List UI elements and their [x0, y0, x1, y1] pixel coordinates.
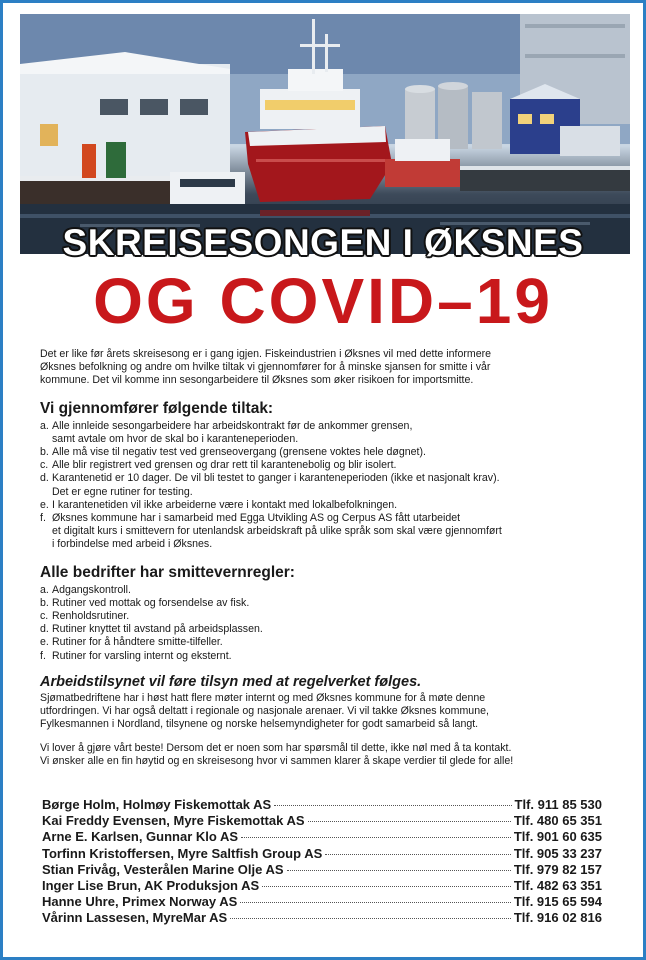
list-marker: d. — [40, 472, 49, 485]
list-marker: a. — [40, 583, 49, 596]
list-item — [40, 499, 620, 512]
list-marker: e. — [40, 498, 49, 511]
list-item-text: i forbindelse med arbeid i Øksnes. — [52, 538, 213, 551]
list-item — [40, 610, 620, 623]
harbor-photo — [20, 14, 630, 254]
measures-heading: Vi gjennomfører følgende tiltak: — [40, 399, 274, 417]
list-item-text: Rutiner knyttet til avstand på arbeidsplassen. — [52, 623, 263, 636]
contact-row — [42, 846, 602, 862]
list-item-text: Rutiner for å håndtere smitte-tilfeller. — [52, 636, 223, 649]
contact-list — [42, 797, 602, 927]
list-item-text: Alle må vise til negativ test ved grenseovergang (grensene voktes hele døgnet). — [52, 446, 426, 459]
rules-heading: Alle bedrifter har smittevernregler: — [40, 563, 295, 581]
intro-line: Det er like før årets skreisesong er i gang igjen. Fiskeindustrien i Øksnes vil med dette informere — [40, 348, 492, 360]
paragraph-line: Vi ønsker alle en fin høytid og en skreisesong hvor vi sammen klarer å skape verdier til glede for alle! — [40, 754, 514, 767]
list-item — [40, 584, 620, 597]
list-marker: d. — [40, 623, 49, 636]
list-item — [40, 597, 620, 610]
list-item — [40, 472, 620, 498]
dot-leader — [274, 805, 511, 806]
contact-name: Arne E. Karlsen, Gunnar Klo AS — [42, 829, 239, 845]
list-item-text: et digitalt kurs i smittevern for utenlandsk arbeidskraft på ulike språk som skal være gjennomført — [52, 525, 502, 538]
contact-row — [42, 878, 602, 894]
contact-phone[interactable]: Tlf. 916 02 816 — [513, 910, 602, 926]
contact-name: Torfinn Kristoffersen, Myre Saltfish Group AS — [42, 845, 323, 861]
list-marker: b. — [40, 596, 49, 609]
measures-list — [40, 420, 620, 552]
list-item-text: Renholdsrutiner. — [52, 610, 130, 623]
list-item-text: I karantenetiden vil ikke arbeiderne være i kontakt med lokalbefolkningen. — [52, 498, 398, 511]
dot-leader — [308, 821, 511, 822]
dot-leader — [230, 918, 511, 919]
list-item — [40, 636, 620, 649]
contact-phone[interactable]: Tlf. 901 60 635 — [513, 829, 602, 845]
contact-phone[interactable]: Tlf. 915 65 594 — [513, 894, 602, 910]
intro-line: Øksnes befolkning og andre om hvilke tiltak vi gjennomfører for å minske sjansen for smitte i vår — [40, 361, 491, 374]
contact-row — [42, 894, 602, 910]
paragraph-line: utfordringen. Vi har også deltatt i regionale og nasjonale arenaer. Vi vil takke Øksnes kommune, — [40, 705, 489, 718]
list-item-text: Alle blir registrert ved grensen og drar rett til karantenebolig og blir isolert. — [52, 459, 397, 472]
contact-name: Stian Frivåg, Vesterålen Marine Olje AS — [42, 861, 284, 877]
dot-leader — [287, 870, 511, 871]
list-item-text: Rutiner ved mottak og forsendelse av fisk. — [52, 596, 250, 609]
list-item — [40, 446, 620, 459]
list-marker: e. — [40, 636, 49, 649]
list-item — [40, 512, 620, 552]
contact-phone[interactable]: Tlf. 482 63 351 — [513, 878, 602, 894]
paragraph-line: Fylkesmannen i Nordland, tilsynene og norske helsemyndigheter for godt samarbeid så langt. — [40, 718, 479, 731]
list-item-text: Rutiner for varsling internt og eksternt. — [52, 649, 232, 662]
dot-leader — [262, 886, 511, 887]
contact-name: Børge Holm, Holmøy Fiskemottak AS — [42, 797, 272, 812]
list-item-text: Alle innleide sesongarbeidere har arbeidskontrakt før de ankommer grensen, — [52, 419, 413, 432]
contact-phone[interactable]: Tlf. 905 33 237 — [513, 845, 602, 861]
contact-name: Inger Lise Brun, AK Produksjon AS — [42, 878, 260, 894]
list-marker: b. — [40, 446, 49, 459]
list-marker: c. — [40, 459, 49, 472]
contact-name: Hanne Uhre, Primex Norway AS — [42, 894, 238, 910]
list-marker: f. — [40, 512, 46, 525]
list-item-text: Karantenetid er 10 dager. De vil bli testet to ganger i karanteneperioden (ikke et nasjonalt krav). — [52, 472, 500, 485]
poster-title-line2: OG COVID–19 — [93, 265, 553, 337]
list-item — [40, 420, 620, 446]
rules-list — [40, 584, 620, 663]
dot-leader — [240, 902, 511, 903]
list-item-text: Adgangskontroll. — [52, 583, 131, 596]
contact-row — [42, 813, 602, 829]
contact-row — [42, 910, 602, 926]
dot-leader — [325, 854, 511, 855]
list-item-text: samt avtale om hvor de skal bo i karanteneperioden. — [52, 432, 299, 445]
poster-title-line1: SKREISESONGEN I ØKSNES — [62, 222, 584, 263]
list-item-text: Øksnes kommune har i samarbeid med Egga Utvikling AS og Cerpus AS fått utarbeidet — [52, 512, 461, 525]
contact-name: Kai Freddy Evensen, Myre Fiskemottak AS — [42, 813, 305, 829]
cooperation-paragraph — [40, 692, 620, 732]
list-item — [40, 623, 620, 636]
list-item — [40, 459, 620, 472]
closing-paragraph — [40, 742, 620, 768]
list-marker: a. — [40, 419, 49, 432]
intro-line: kommune. Det vil komme inn sesongarbeidere til Øksnes som øker risikoen for importsmitte. — [40, 374, 474, 387]
contact-row — [42, 797, 602, 813]
list-item-text: Det er egne rutiner for testing. — [52, 485, 193, 498]
inspection-heading: Arbeidstilsynet vil føre tilsyn med at regelverket følges. — [40, 673, 422, 690]
dot-leader — [241, 837, 511, 838]
contact-phone[interactable]: Tlf. 979 82 157 — [513, 861, 602, 877]
contact-phone[interactable]: Tlf. 480 65 351 — [513, 813, 602, 829]
poster-body — [40, 348, 620, 768]
list-marker: c. — [40, 610, 49, 623]
list-marker: f. — [40, 649, 46, 662]
contact-phone[interactable]: Tlf. 911 85 530 — [514, 797, 602, 812]
contact-row — [42, 829, 602, 845]
paragraph-line: Vi lover å gjøre vårt beste! Dersom det er noen som har spørsmål til dette, ikke nøl med å ta kontakt. — [40, 741, 512, 754]
list-item — [40, 650, 620, 663]
paragraph-line: Sjømatbedriftene har i høst hatt flere møter internt og med Øksnes kommune for å møte denne — [40, 692, 486, 705]
intro-paragraph — [40, 348, 620, 388]
contact-row — [42, 862, 602, 878]
contact-name: Vårinn Lassesen, MyreMar AS — [42, 910, 228, 926]
